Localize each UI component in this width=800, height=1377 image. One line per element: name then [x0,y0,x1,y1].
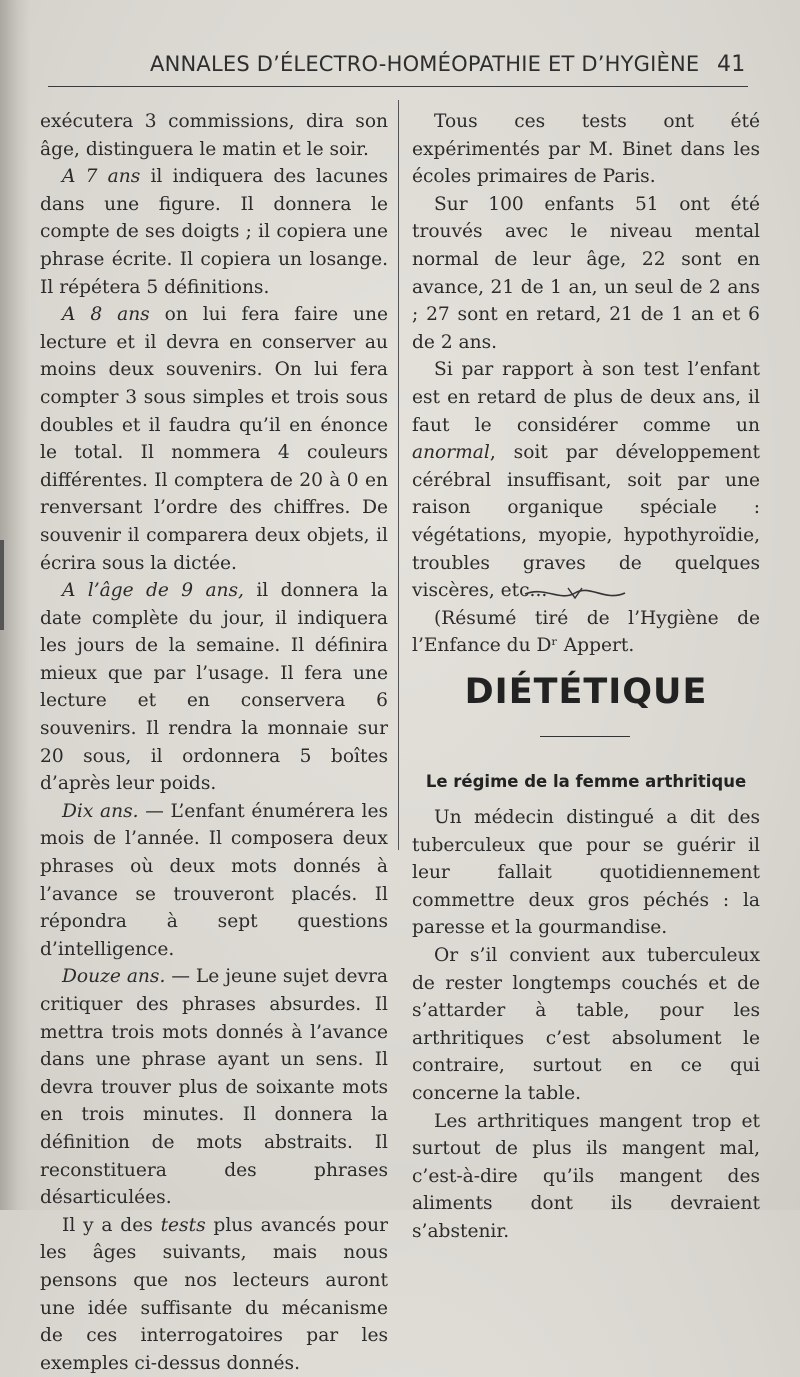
paragraph: Sur 100 enfants 51 ont été trouvés avec le niveau mental normal de leur âge, 22 sont en avance, 21 de 1 an, un seul de 2 ans ; 27 sont en retard, 21 de 1 an et 6 de 2 ans. [412,193,760,353]
journal-title: ANNALES D’ÉLECTRO-HOMÉOPATHIE ET D’HYGIÈNE [150,52,700,76]
paragraph-text: plus avancés pour les âges suivants, mais nous pensons que nos lecteurs auront une idée suffisante du mécanisme de ces interrogatoires par les exemples ci-dessus donnés. [40,1214,388,1374]
article-subtitle: Le régime de la femme arthritique [425,772,747,791]
section-title: DIÉTÉTIQUE [464,672,708,712]
tests-term: tests [160,1214,206,1236]
age-heading: Dix ans. [62,800,139,822]
age-heading: A 7 ans [62,166,141,188]
paragraph-text: — Le jeune sujet devra critiquer des phrases absurdes. Il mettra trois mots donnés à l’avance dans une phrase ayant un sens. Il devra trouver plus de soixante mots en trois minutes. Il donnera la définition de mots abstraits. Il reconstituera des phrases désarticulées. [40,966,388,1209]
paragraph: Or s’il convient aux tuberculeux de rester longtemps couchés et de s’attarder à table, pour les arthritiques c’est absolument le contraire, surtout en ce qui concerne la table. [412,944,760,1104]
paragraph: Tous ces tests ont été expérimentés par M. Binet dans les écoles primaires de Paris. [412,111,760,188]
paragraph-text: on lui fera faire une lecture et il devra en conserver au moins deux souvenirs. On lui fera compter 3 sous simples et trois sous doubles et il faudra qu’il en énonce le total. Il nommera 4 couleurs différentes. Il comptera de 20 à 0 en renversant l’ordre des chiffres. De souvenir il comparera deux objets, il écrira sous la dictée. [40,304,388,574]
header-rule [48,86,748,87]
left-column [40,108,388,1377]
column-divider [398,100,399,850]
page-binding-edge [0,0,30,1210]
age-heading: Douze ans. [62,966,166,988]
ornament-separator [520,580,630,610]
binding-mark [0,540,4,630]
paragraph: exécutera 3 commissions, dira son âge, distinguera le matin et le soir. [40,111,388,160]
paragraph-text: Si par rapport à son test l’enfant est en retard de plus de deux ans, il faut le considérer comme un [412,359,760,436]
paragraph [40,1212,388,1377]
source-note: (Résumé tiré de l’Hygiène de l’Enfance du Dʳ Appert. [412,607,760,657]
paragraph [40,963,388,1211]
paragraph [40,163,388,301]
page-number: 41 [717,52,746,77]
paragraph-text: il indiquera des lacunes dans une figure. Il donnera le compte de ses doigts ; il copiera une phrase écrite. Il copiera un losange. Il répétera 5 définitions. [40,166,388,298]
paragraph-text: , soit par développement cérébral insuffisant, soit par une raison organique spéciale : végétations, myopie, hypothyroïdie, troubles graves de quelques viscères, etc... [412,442,760,602]
paragraph: Les arthritiques mangent trop et surtout de plus ils mangent mal, c’est-à-dire qu’ils mangent des aliments dont ils devraient s’abstenir. [412,1110,760,1242]
anormal-term: anormal [412,442,490,464]
paragraph [40,301,388,577]
paragraph [40,577,388,798]
right-column [412,108,760,660]
paragraph-text: — L’enfant énumérera les mois de l’année. Il composera deux phrases où deux mots donnés à l’avance se trouveront placés. Il répondra à sept questions d’intelligence. [40,800,389,960]
paragraph-text: il donnera la date complète du jour, il indiquera les jours de la semaine. Il définira mieux que par l’usage. Il fera une lecture et en conservera 6 souvenirs. Il rendra la monnaie sur 20 sous, il ordonnera 5 boîtes d’après leur poids. [40,580,388,795]
paragraph [412,356,760,604]
right-column-lower [412,804,760,1246]
paragraph [40,798,388,964]
age-heading: A l’âge de 9 ans, [62,580,244,602]
paragraph: Un médecin distingué a dit des tuberculeux que pour se guérir il leur fallait quotidiennement commettre deux gros péchés : la paresse et la gourmandise. [412,807,760,939]
title-rule [540,736,630,737]
age-heading: A 8 ans [62,304,150,326]
paragraph-text: Il y a des [62,1214,161,1236]
